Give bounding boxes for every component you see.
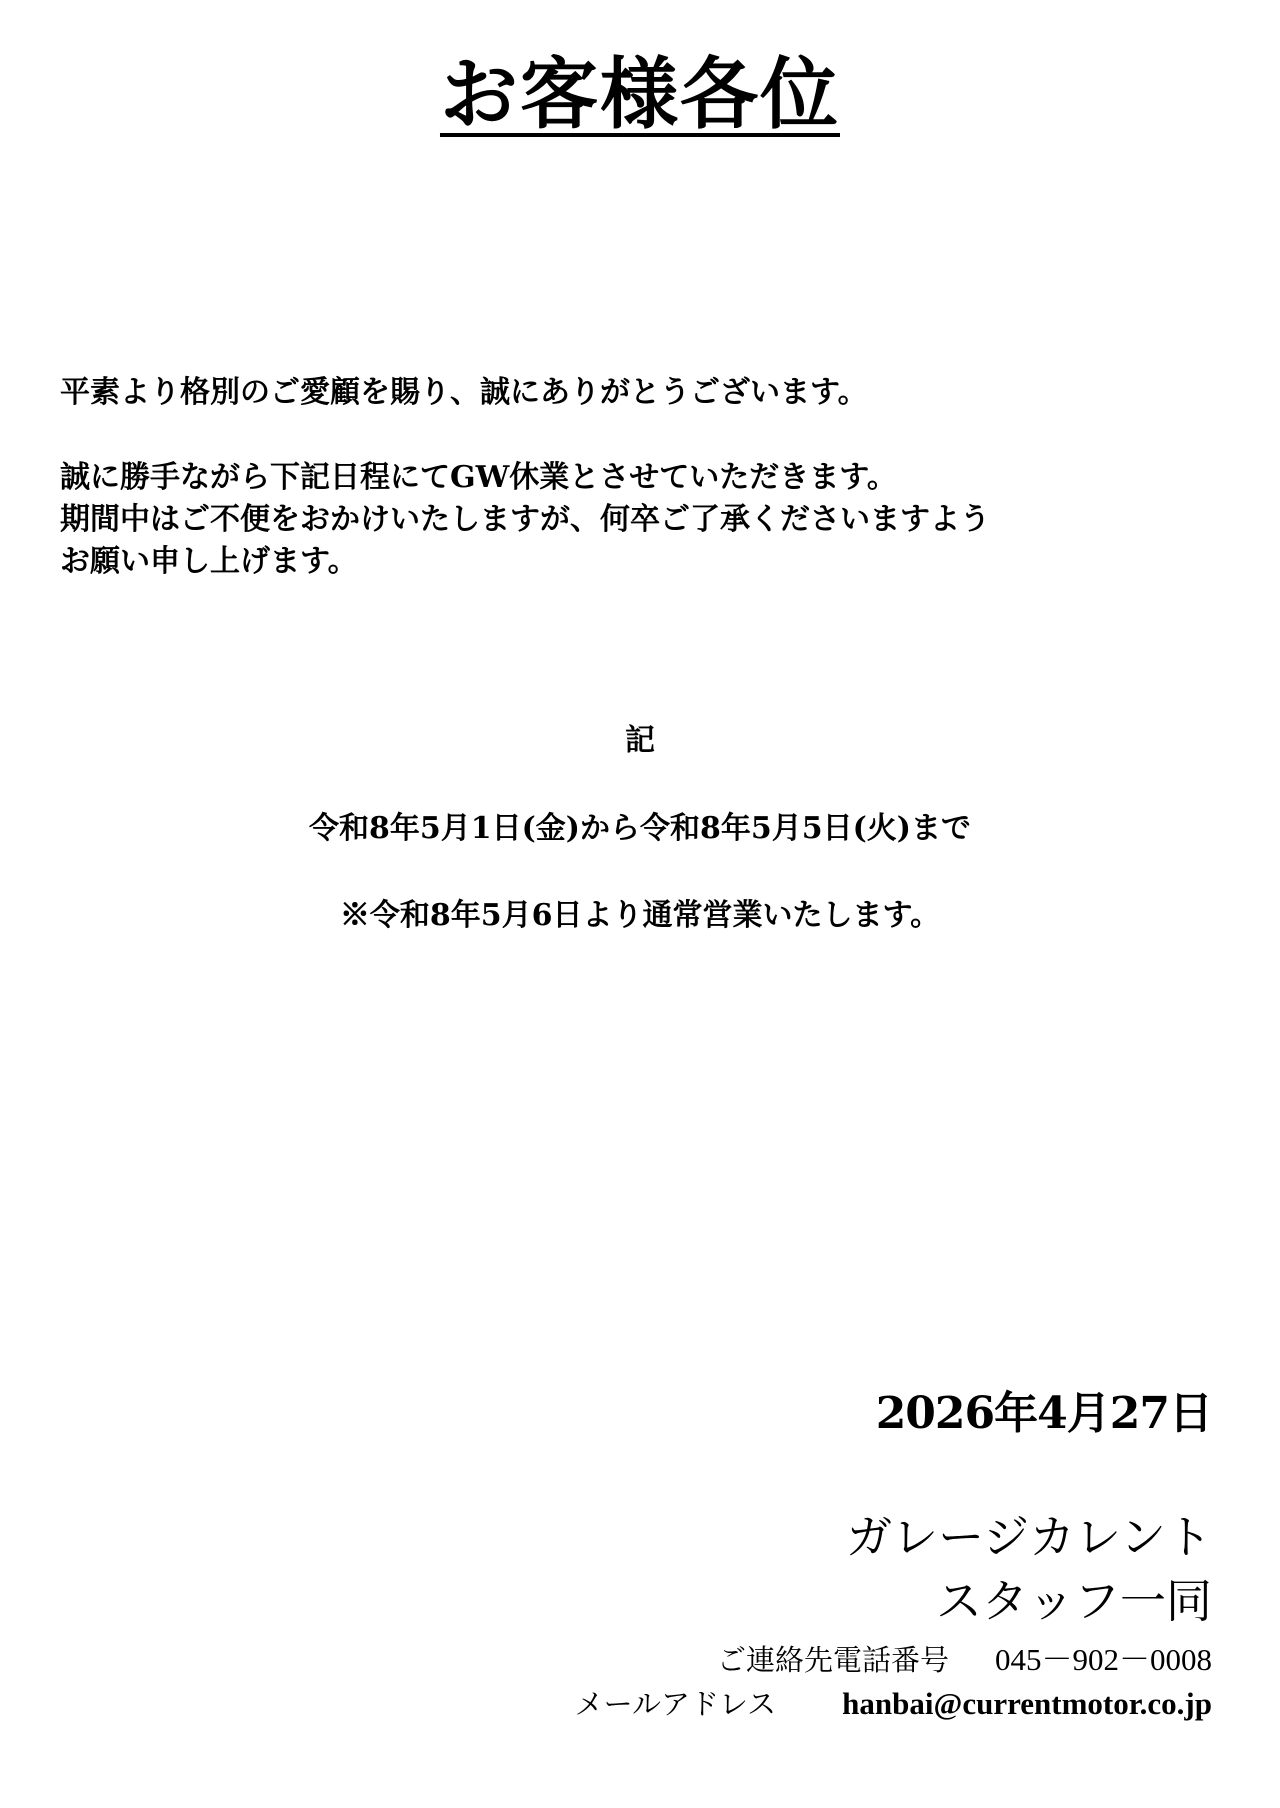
email-address: hanbai@currentmotor.co.jp (842, 1686, 1212, 1721)
record-heading: 記 (625, 723, 655, 758)
resume-note: ※令和8年5月6日より通常営業いたします。 (339, 898, 941, 933)
notice-line-3: お願い申し上げます。 (60, 544, 358, 579)
phone-number: 045－902－0008 (995, 1642, 1212, 1677)
page-title (0, 49, 1280, 140)
holiday-period: 令和8年5月1日(金)から令和8年5月5日(火)まで (308, 811, 972, 846)
page-title-text: お客様各位 (439, 49, 840, 140)
issue-date: 2026年4月27日 (875, 1388, 1212, 1439)
staff-signature: スタッフ一同 (936, 1574, 1212, 1628)
phone-contact (717, 1640, 1212, 1680)
phone-label: ご連絡先電話番号 (716, 1643, 949, 1677)
notice-line-1: 誠に勝手ながら下記日程にてGW休業とさせていただきます。 (60, 460, 897, 495)
email-label: メールアドレス (574, 1687, 777, 1721)
company-name: ガレージカレント (846, 1510, 1212, 1564)
email-contact (575, 1684, 1212, 1724)
greeting-paragraph: 平素より格別のご愛顧を賜り、誠にありがとうございます。 (60, 375, 868, 410)
notice-line-2: 期間中はご不便をおかけいたしますが、何卒ご了承くださいますよう (60, 502, 990, 537)
